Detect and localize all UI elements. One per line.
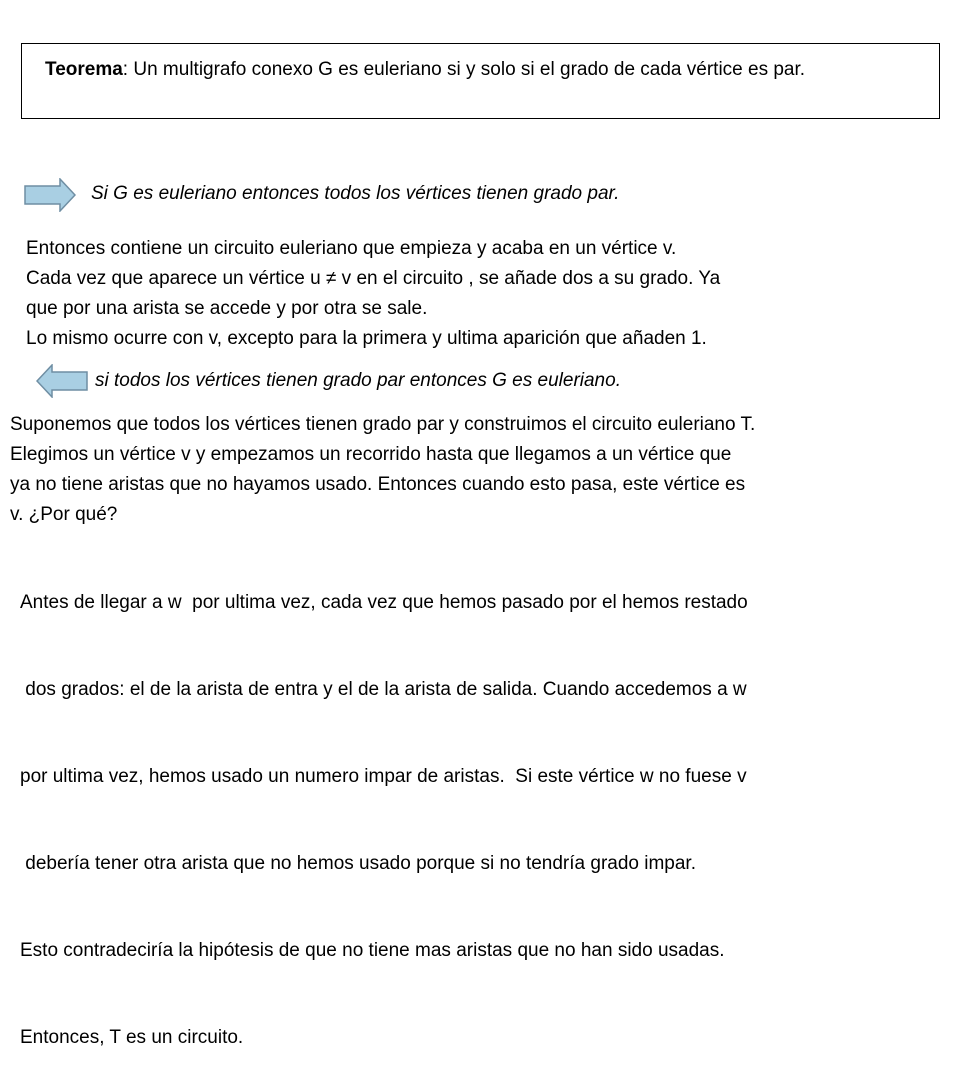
left-arrow-icon [36, 364, 88, 398]
right-arrow-icon [24, 178, 76, 212]
backward-line-4: v. ¿Por qué? [10, 504, 118, 525]
backward-line-1: Suponemos que todos los vértices tienen grado par y construimos el circuito euleriano T. [10, 414, 756, 435]
theorem-label: Teorema [45, 59, 123, 80]
proof-line-3: por ultima vez, hemos usado un numero impar de aristas. Si este vértice w no fuese v [20, 766, 747, 787]
backward-line-2: Elegimos un vértice v y empezamos un recorrido hasta que llegamos a un vértice que [10, 444, 732, 465]
forward-heading: Si G es euleriano entonces todos los vértices tienen grado par. [91, 183, 620, 204]
forward-line-1: Entonces contiene un circuito euleriano que empieza y acaba en un vértice v. [26, 238, 677, 259]
backward-heading: si todos los vértices tienen grado par entonces G es euleriano. [95, 370, 621, 391]
backward-line-3: ya no tiene aristas que no hayamos usado. Entonces cuando esto pasa, este vértice es [10, 474, 746, 495]
proof-line-4: debería tener otra arista que no hemos usado porque si no tendría grado impar. [20, 853, 696, 874]
proof-line-5: Esto contradeciría la hipótesis de que no tiene mas aristas que no han sido usadas. [20, 940, 725, 961]
forward-line-3: que por una arista se accede y por otra se sale. [26, 298, 428, 319]
proof-line-1: Antes de llegar a w por ultima vez, cada vez que hemos pasado por el hemos restado [20, 592, 748, 613]
forward-line-2: Cada vez que aparece un vértice u ≠ v en el circuito , se añade dos a su grado. Ya [26, 268, 721, 289]
proof-line-2: dos grados: el de la arista de entra y el de la arista de salida. Cuando accedemos a w [20, 679, 747, 700]
backward-proof [20, 530, 748, 1081]
proof-line-6: Entonces, T es un circuito. [20, 1027, 244, 1048]
forward-proof [26, 234, 720, 354]
theorem-text [45, 56, 935, 84]
theorem-statement: : Un multigrafo conexo G es euleriano si y solo si el grado de cada vértice es par. [122, 59, 806, 80]
forward-line-4: Lo mismo ocurre con v, excepto para la primera y ultima aparición que añaden 1. [26, 328, 707, 349]
theorem-box [21, 43, 940, 119]
backward-intro [10, 410, 755, 530]
